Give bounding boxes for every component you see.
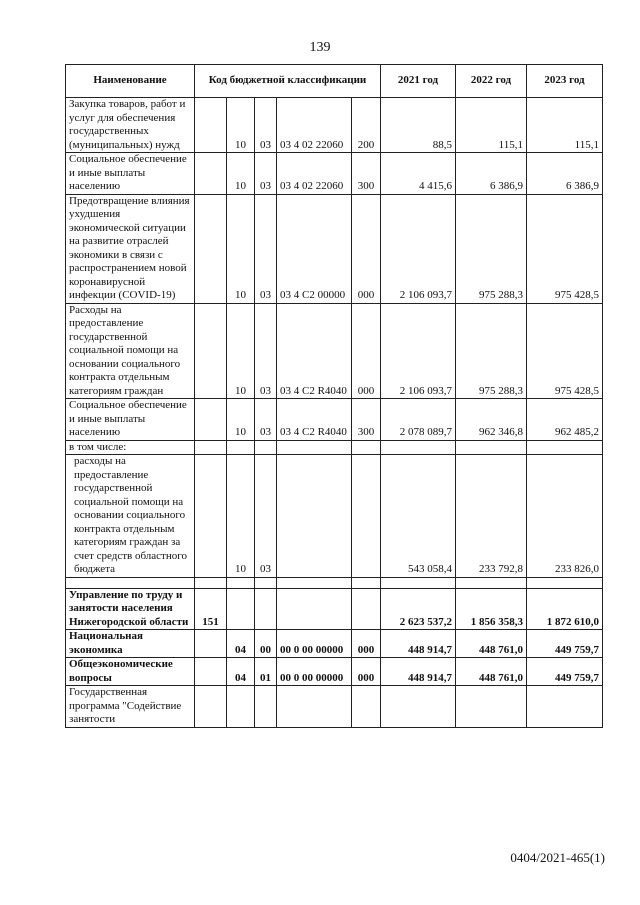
row-code-admin: [195, 686, 227, 728]
table-row: [66, 630, 603, 658]
row-name: Закупка товаров, работ и услуг для обеспечения государственных (муниципальных) нужд: [66, 98, 195, 153]
row-code-admin: [195, 630, 227, 658]
row-value-2022: 115,1: [456, 98, 527, 153]
row-code-article: 03 4 C2 R4040: [277, 399, 352, 441]
row-code-section: 04: [227, 658, 255, 686]
table-row: [66, 303, 603, 399]
row-value-2021: 2 106 093,7: [381, 303, 456, 399]
row-name: Общеэкономические вопросы: [66, 658, 195, 686]
row-code-subsection: 03: [255, 455, 277, 578]
row-value-2022: [456, 577, 527, 588]
row-code-section: [227, 686, 255, 728]
page-number: 139: [309, 40, 331, 55]
row-code-subsection: 03: [255, 303, 277, 399]
header-row: [66, 65, 603, 98]
row-code-article: [277, 577, 352, 588]
row-code-subsection: 00: [255, 630, 277, 658]
document-number: 0404/2021-465(1): [510, 850, 605, 865]
table-row: [66, 455, 603, 578]
row-code-admin: [195, 194, 227, 303]
row-code-subsection: 03: [255, 153, 277, 195]
row-code-article: [277, 455, 352, 578]
row-value-2023: 449 759,7: [527, 658, 603, 686]
table-row: [66, 686, 603, 728]
row-code-admin: [195, 455, 227, 578]
row-code-article: 03 4 C2 00000: [277, 194, 352, 303]
row-value-2023: 1 872 610,0: [527, 588, 603, 630]
row-value-2022: [456, 686, 527, 728]
table-row: [66, 98, 603, 153]
row-value-2021: 448 914,7: [381, 658, 456, 686]
row-code-section: [227, 440, 255, 455]
row-value-2023: 975 428,5: [527, 303, 603, 399]
row-code-type: [352, 455, 381, 578]
row-value-2021: 2 106 093,7: [381, 194, 456, 303]
row-name: Предотвращение влияния ухудшения экономической ситуации на развитие отраслей экономики в связи с распространением новой коронавирусной инфекции (COVID-19): [66, 194, 195, 303]
row-value-2023: 115,1: [527, 98, 603, 153]
row-value-2022: 975 288,3: [456, 194, 527, 303]
row-code-type: 000: [352, 303, 381, 399]
row-value-2022: 1 856 358,3: [456, 588, 527, 630]
row-name: Национальная экономика: [66, 630, 195, 658]
row-value-2021: 543 058,4: [381, 455, 456, 578]
row-code-admin: [195, 440, 227, 455]
table-row: [66, 440, 603, 455]
header-code: Код бюджетной классификации: [195, 65, 381, 98]
row-code-admin: [195, 153, 227, 195]
table-row: [66, 194, 603, 303]
row-code-type: 300: [352, 399, 381, 441]
header-2022: 2022 год: [456, 65, 527, 98]
row-code-type: [352, 686, 381, 728]
row-value-2023: 962 485,2: [527, 399, 603, 441]
row-code-subsection: [255, 686, 277, 728]
row-value-2023: 6 386,9: [527, 153, 603, 195]
table-row: [66, 153, 603, 195]
row-code-type: [352, 440, 381, 455]
row-name: Социальное обеспечение и иные выплаты населению: [66, 399, 195, 441]
row-value-2023: 233 826,0: [527, 455, 603, 578]
row-code-section: 10: [227, 303, 255, 399]
row-value-2022: 448 761,0: [456, 658, 527, 686]
row-code-type: 000: [352, 630, 381, 658]
row-code-article: [277, 686, 352, 728]
row-code-type: [352, 588, 381, 630]
row-code-admin: [195, 399, 227, 441]
row-code-article: [277, 440, 352, 455]
row-value-2021: 448 914,7: [381, 630, 456, 658]
row-code-section: 04: [227, 630, 255, 658]
row-value-2023: [527, 440, 603, 455]
row-code-section: 10: [227, 98, 255, 153]
row-value-2023: [527, 686, 603, 728]
row-code-subsection: 03: [255, 194, 277, 303]
row-value-2021: 88,5: [381, 98, 456, 153]
row-code-article: 00 0 00 00000: [277, 630, 352, 658]
row-code-subsection: 01: [255, 658, 277, 686]
row-value-2023: [527, 577, 603, 588]
row-value-2021: [381, 686, 456, 728]
row-code-admin: 151: [195, 588, 227, 630]
row-code-type: [352, 577, 381, 588]
table-row: [66, 399, 603, 441]
row-name: в том числе:: [66, 440, 195, 455]
row-code-article: 03 4 02 22060: [277, 153, 352, 195]
row-code-section: [227, 588, 255, 630]
row-code-article: 00 0 00 00000: [277, 658, 352, 686]
row-value-2021: [381, 440, 456, 455]
header-2023: 2023 год: [527, 65, 603, 98]
row-name: [66, 577, 195, 588]
row-value-2023: 449 759,7: [527, 630, 603, 658]
row-code-section: [227, 577, 255, 588]
row-value-2022: 448 761,0: [456, 630, 527, 658]
row-value-2021: [381, 577, 456, 588]
row-code-type: 000: [352, 194, 381, 303]
row-code-section: 10: [227, 399, 255, 441]
row-name: Государственная программа "Содействие занятости: [66, 686, 195, 728]
row-name: Расходы на предоставление государственной социальной помощи на основании социального контракта отдельным категориям граждан: [66, 303, 195, 399]
row-code-type: 000: [352, 658, 381, 686]
row-code-section: 10: [227, 194, 255, 303]
row-value-2023: 975 428,5: [527, 194, 603, 303]
row-code-article: [277, 588, 352, 630]
row-value-2022: [456, 440, 527, 455]
row-code-subsection: [255, 588, 277, 630]
row-code-subsection: [255, 440, 277, 455]
row-value-2022: 6 386,9: [456, 153, 527, 195]
row-value-2022: 975 288,3: [456, 303, 527, 399]
row-code-type: 200: [352, 98, 381, 153]
row-value-2021: 4 415,6: [381, 153, 456, 195]
row-code-article: 03 4 02 22060: [277, 98, 352, 153]
row-value-2022: 962 346,8: [456, 399, 527, 441]
row-name: Социальное обеспечение и иные выплаты населению: [66, 153, 195, 195]
row-code-article: 03 4 C2 R4040: [277, 303, 352, 399]
table-row: [66, 588, 603, 630]
row-code-subsection: 03: [255, 98, 277, 153]
header-2021: 2021 год: [381, 65, 456, 98]
row-name: Управление по труду и занятости населения Нижегородской области: [66, 588, 195, 630]
table-row: [66, 658, 603, 686]
budget-table: [65, 64, 603, 728]
row-value-2021: 2 623 537,2: [381, 588, 456, 630]
row-value-2021: 2 078 089,7: [381, 399, 456, 441]
row-code-admin: [195, 658, 227, 686]
row-code-admin: [195, 303, 227, 399]
row-value-2022: 233 792,8: [456, 455, 527, 578]
row-code-admin: [195, 98, 227, 153]
row-code-type: 300: [352, 153, 381, 195]
table-row: [66, 577, 603, 588]
row-code-subsection: 03: [255, 399, 277, 441]
row-code-section: 10: [227, 153, 255, 195]
row-code-admin: [195, 577, 227, 588]
header-name: Наименование: [66, 65, 195, 98]
row-code-section: 10: [227, 455, 255, 578]
row-name: расходы на предоставление государственной социальной помощи на основании социального контракта отдельным категориям граждан за счет средств областного бюджета: [66, 455, 195, 578]
row-code-subsection: [255, 577, 277, 588]
